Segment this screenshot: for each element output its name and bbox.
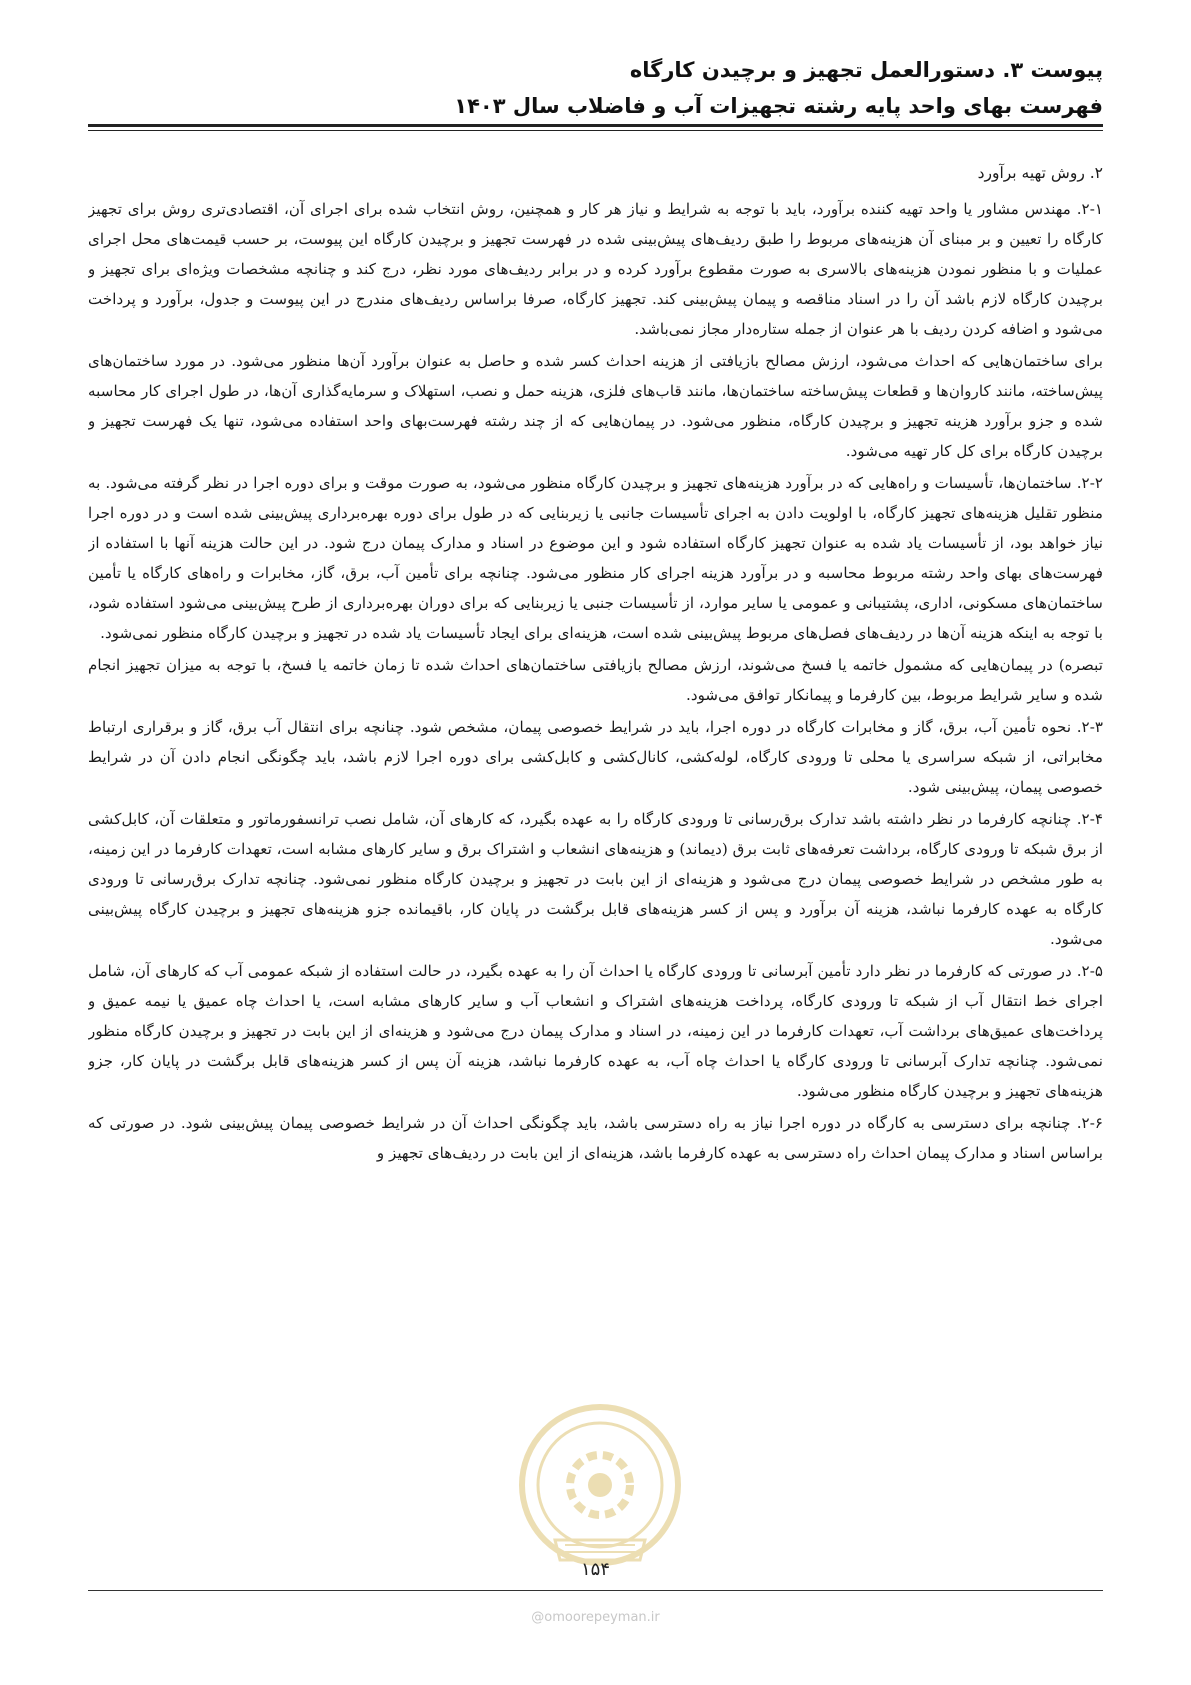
document-body	[88, 160, 1103, 1540]
page-number: ۱۵۴	[580, 1559, 610, 1580]
paragraph-2-4: ۲-۴. چنانچه کارفرما در نظر داشته باشد تدارک برق‌رسانی تا ورودی کارگاه را به عهده بگیرد، که کارهای آن، شامل نصب ترانسفورماتور و متعلقات آن، کابل‌کشی از برق شبکه تا ورودی کارگاه، برداشت تعرفه‌های ثابت برق (دیماند) و هزینه‌های انشعاب و اشتراک برق و سایر کارهای مشابه است، تعهدات کارفرما در این زمینه، به طور مشخص در شرایط خصوصی پیمان درج می‌شود و هزینه‌ای از این بابت در تجهیز و برچیدن کارگاه منظور نمی‌شود. چنانچه تدارک برق‌رسانی تا ورودی کارگاه به عهده کارفرما نباشد، هزینه آن برآورد و پس از کسر هزینه‌های قابل برگشت در پایان کار، باقیمانده جزو هزینه‌های تجهیز و برچیدن کارگاه پیش‌بینی می‌شود.	[88, 810, 1103, 948]
paragraph-2-3: ۲-۳. نحوه تأمین آب، برق، گاز و مخابرات کارگاه در دوره اجرا، باید در شرایط خصوصی پیمان، مشخص شود. چنانچه برای انتقال آب برق، گاز و برقراری ارتباط مخابراتی، از شبکه سراسری یا محلی تا ورودی کارگاه، لوله‌کشی، کانال‌کشی و کابل‌کشی برای دوره اجرا لازم باشد، باید چگونگی انجام دادن آن در شرایط خصوصی پیمان، پیش‌بینی شود.	[88, 718, 1103, 796]
watermark-url: @omoorepeyman.ir	[531, 1610, 660, 1625]
header-divider-thick	[88, 124, 1103, 127]
section-title: ۲. روش تهیه برآورد	[977, 164, 1103, 182]
paragraph-2-2: ۲-۲. ساختمان‌ها، تأسیسات و راه‌هایی که در برآورد هزینه‌های تجهیز و برچیدن کارگاه منظور می‌شود، به صورت موقت و برای دوره اجرا در نظر گرفته می‌شود. به منظور تقلیل هزینه‌های تجهیز کارگاه، با اولویت دادن به اجرای تأسیسات جانبی یا زیربنایی که در طول برای دوره بهره‌برداری پیش‌بینی شده است و در دوره اجرا نیاز خواهد بود، از تأسیسات یاد شده به عنوان تجهیز کارگاه استفاده شود و این موضوع در اسناد و مدارک پیمان درج شود. در این حالت هزینه آنها با استفاده از فهرست‌های بهای واحد رشته مربوط محاسبه و در برآورد هزینه اجرای کار منظور می‌شود. چنانچه برای تأمین آب، برق، گاز، مخابرات و راه‌های کارگاه یا تأمین ساختمان‌های مسکونی، اداری، پشتیبانی و عمومی یا سایر موارد، از تأسیسات جنبی یا زیربنایی که برای دوران بهره‌برداری از طرح پیش‌بینی می‌شود استفاده شود، با توجه به اینکه هزینه آن‌ها در ردیف‌های فصل‌های مربوط پیش‌بینی شده است، هزینه‌ای برای ایجاد تأسیسات یاد شده در تجهیز و برچیدن کارگاه منظور نمی‌شود.	[88, 474, 1103, 642]
header-divider-thin	[88, 130, 1103, 131]
paragraph-2-5: ۲-۵. در صورتی که کارفرما در نظر دارد تأمین آبرسانی تا ورودی کارگاه یا احداث آن را به عهده بگیرد، در حالت استفاده از شبکه عمومی آب که کارهای آن، شامل اجرای خط انتقال آب از شبکه تا ورودی کارگاه، پرداخت هزینه‌های اشتراک و انشعاب آب و سایر کارهای مشابه است، یا احداث چاه عمیق یا نیمه عمیق و پرداخت‌های عمیق‌های برداشت آب، تعهدات کارفرما در این زمینه، در اسناد و مدارک پیمان درج می‌شود و هزینه‌ای از این بابت در تجهیز و برچیدن کارگاه منظور نمی‌شود. چنانچه تدارک آبرسانی تا ورودی کارگاه یا احداث چاه آب، به عهده کارفرما نباشد، هزینه آن پس از کسر هزینه‌های قابل برگشت در پایان کار، جزو هزینه‌های تجهیز و برچیدن کارگاه منظور می‌شود.	[88, 962, 1103, 1100]
footer-divider	[88, 1590, 1103, 1591]
header-price-list-title: فهرست بهای واحد پایه رشته تجهیزات آب و فاضلاب سال ۱۴۰۳	[454, 94, 1103, 118]
paragraph-2-1: ۲-۱. مهندس مشاور یا واحد تهیه کننده برآورد، باید با توجه به شرایط و نیاز هر کار و همچنین، روش انتخاب شده برای اجرای آن، اقتصادی‌تری روش برای تجهیز کارگاه را تعیین و بر مبنای آن هزینه‌های مربوط را طبق ردیف‌های پیش‌بینی شده در فهرست تجهیز و برچیدن کارگاه این پیوست، بر حسب قیمت‌های محل اجرای عملیات و با منظور نمودن هزینه‌های بالاسری به صورت مقطوع برآورد کرده و در برابر ردیف‌های مورد نظر، درج کند و چنانچه مشخصات ویژه‌ای برای تجهیز و برچیدن کارگاه لازم باشد آن را در اسناد مناقصه و پیمان پیش‌بینی کند. تجهیز کارگاه، صرفا براساس ردیف‌های مندرج در این پیوست و جدول، برآورد و پرداخت می‌شود و اضافه کردن ردیف با هر عنوان از جمله ستاره‌دار مجاز نمی‌باشد.	[88, 200, 1103, 338]
paragraph-2-6: ۲-۶. چنانچه برای دسترسی به کارگاه در دوره اجرا نیاز به راه دسترسی باشد، باید چگونگی احداث آن در شرایط خصوصی پیمان پیش‌بینی شود. در صورتی که براساس اسناد و مدارک پیمان احداث راه دسترسی به عهده کارفرما باشد، هزینه‌ای از این بابت در ردیف‌های تجهیز و	[88, 1114, 1103, 1162]
page-header	[88, 52, 1103, 124]
paragraph-buildings: برای ساختمان‌هایی که احداث می‌شود، ارزش مصالح بازیافتی از هزینه احداث کسر شده و حاصل به عنوان برآورد آن‌ها منظور می‌شود. در مورد ساختمان‌های پیش‌ساخته، مانند کاروان‌ها و قطعات پیش‌ساخته ساختمان‌ها، مانند قاب‌های فلزی، هزینه حمل و نصب، استهلاک و سرمایه‌گذاری آن‌ها، در طول اجرای کار محاسبه شده و جزو برآورد هزینه تجهیز و برچیدن کارگاه، منظور می‌شود. در پیمان‌هایی که از چند رشته فهرست‌بهای واحد استفاده می‌شود، تنها یک فهرست تجهیز و برچیدن کارگاه برای کل کار تهیه می‌شود.	[88, 352, 1103, 460]
paragraph-note: تبصره) در پیمان‌هایی که مشمول خاتمه یا فسخ می‌شوند، ارزش مصالح بازیافتی ساختمان‌های احداث شده تا زمان خاتمه یا فسخ، با توجه به میزان تجهیز انجام شده و سایر شرایط مربوط، بین کارفرما و پیمانکار توافق می‌شود.	[88, 656, 1103, 704]
header-appendix-title: پیوست ۳. دستورالعمل تجهیز و برچیدن کارگاه	[629, 58, 1103, 82]
